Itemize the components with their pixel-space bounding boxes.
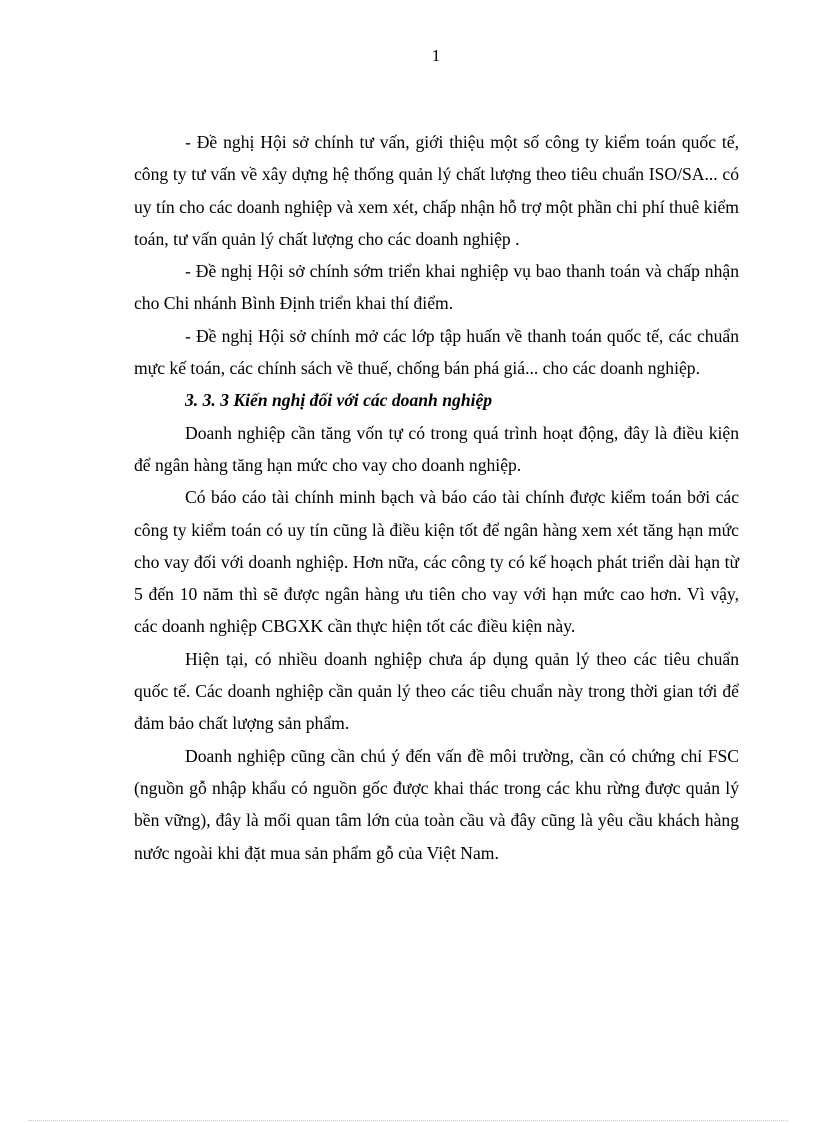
page-number: 1 xyxy=(431,46,441,65)
paragraph-environment-fsc: Doanh nghiệp cũng cần chú ý đến vấn đề môi trường, cần có chứng chỉ FSC (nguồn gỗ nhập khẩu có nguồn gốc được khai thác trong các khu rừng được quản lý bền vững), đây là mối quan tâm lớn của toàn cầu và đây cũng là yêu cầu khách hàng nước ngoài khi đặt mua sản phẩm gỗ của Việt Nam. xyxy=(134,745,739,863)
paragraph-financial-reports: Có báo cáo tài chính minh bạch và báo cáo tài chính được kiểm toán bởi các công ty kiểm toán có uy tín cũng là điều kiện tốt để ngân hàng xem xét tăng hạn mức cho vay đối với doanh nghiệp. Hơn nữa, các công ty có kế hoạch phát triển dài hạn từ 5 đến 10 năm thì sẽ được ngân hàng ưu tiên cho vay với hạn mức cao hơn. Vì vậy, các doanh nghiệp CBGXK cần thực hiện tốt các điều kiện này. xyxy=(134,487,739,637)
paragraph-recommend-consulting: - Đề nghị Hội sở chính tư vấn, giới thiệu một số công ty kiểm toán quốc tế, công ty tư vấn về xây dựng hệ thống quản lý chất lượng theo tiêu chuẩn ISO/SA... có uy tín cho các doanh nghiệp và xem xét, chấp nhận hỗ trợ một phần chi phí thuê kiểm toán, tư vấn quản lý chất lượng cho các doanh nghiệp . xyxy=(134,132,739,249)
paragraph-international-standards: Hiện tại, có nhiều doanh nghiệp chưa áp dụng quản lý theo các tiêu chuẩn quốc tế. Các doanh nghiệp cần quản lý theo các tiêu chuẩn này trong thời gian tới để đảm bảo chất lượng sản phẩm. xyxy=(134,648,739,734)
document-body xyxy=(134,126,739,869)
paragraph-equity: Doanh nghiệp cần tăng vốn tự có trong quá trình hoạt động, đây là điều kiện để ngân hàng tăng hạn mức cho vay cho doanh nghiệp. xyxy=(134,422,739,475)
page-bottom-divider xyxy=(28,1120,788,1121)
section-heading: 3. 3. 3 Kiến nghị đối với các doanh nghiệp xyxy=(185,390,493,411)
paragraph-recommend-factoring: - Đề nghị Hội sở chính sớm triển khai nghiệp vụ bao thanh toán và chấp nhận cho Chi nhánh Bình Định triển khai thí điểm. xyxy=(134,261,739,314)
paragraph-recommend-training: - Đề nghị Hội sở chính mở các lớp tập huấn về thanh toán quốc tế, các chuẩn mực kế toán, các chính sách về thuế, chống bán phá giá... cho các doanh nghiệp. xyxy=(134,325,739,379)
